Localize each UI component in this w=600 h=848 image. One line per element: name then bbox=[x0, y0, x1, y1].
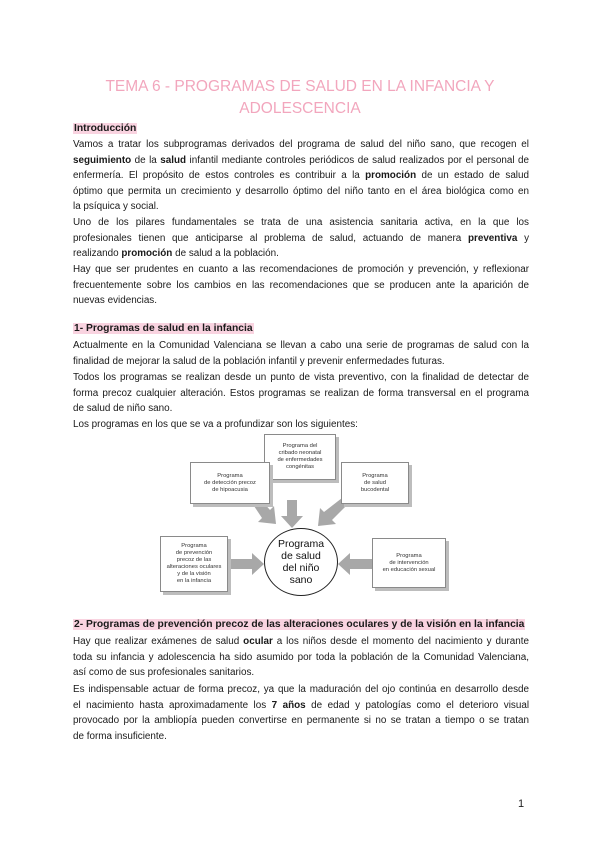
box-neonatal-screening: Programa del cribado neonatal de enfermedades congénitas bbox=[264, 434, 336, 480]
arrow-from-top bbox=[281, 500, 303, 528]
section-1-heading: 1- Programas de salud en la infancia bbox=[74, 323, 253, 334]
intro-heading: Introducción bbox=[74, 123, 137, 134]
document-title bbox=[60, 76, 540, 120]
intro-paragraph-1: Vamos a tratar los subprogramas derivados del programa de salud del niño sano, que recogen el seguimiento de la salud infantil mediante controles periódicos de salud realizados por el personal de enfermería. El propósito de estos controles es contribuir a la promoción de un estado de salud óptimo que permita un crecimiento y desarrollo óptimo del niño tanto en el área biológica como en la psíquica y social. bbox=[73, 139, 529, 213]
title-line-2: ADOLESCENCIA bbox=[239, 100, 361, 117]
section-2-paragraph-1: Hay que realizar exámenes de salud ocular a los niños desde el momento del nacimiento y durante toda su infancia y adolescencia ha sido asumido por toda la población de la Comunidad Valenciana, así como de sus profesionales sanitarios. bbox=[73, 636, 529, 679]
box-ocular-prevention: Programa de prevención precoz de las alteraciones oculares y de la visión en la infancia bbox=[160, 536, 228, 592]
intro-paragraph-2: Uno de los pilares fundamentales se trata de una asistencia sanitaria activa, en la que los profesionales tienen que anticiparse al problema de salud, actuando de manera preventiva y realizando promoción de salud a la población. bbox=[73, 217, 530, 260]
section-1-paragraph-1: Actualmente en la Comunidad Valenciana se llevan a cabo una serie de programas de salud con la finalidad de mejorar la salud de la población infantil y prevenir enfermedades futuras. bbox=[73, 340, 529, 367]
box-sex-education: Programa de intervención en educación sexual bbox=[372, 538, 446, 588]
page-number: 1 bbox=[518, 798, 525, 810]
arrow-from-lower-left bbox=[230, 553, 264, 575]
box-oral-health: Programa de salud bucodental bbox=[341, 462, 409, 504]
section-2-heading: 2- Programas de prevención precoz de las alteraciones oculares y de la visión en la infancia bbox=[74, 619, 525, 630]
box-hearing-loss: Programa de detección precoz de hipoacusia bbox=[190, 462, 270, 504]
intro-paragraph-3: Hay que ser prudentes en cuanto a las recomendaciones de promoción y prevención, y reflexionar frecuentemente sobre los cambios en las recomendaciones que se producen ante la aparición de nuevas evidencias. bbox=[73, 264, 529, 307]
programs-diagram bbox=[160, 432, 450, 612]
section-1-paragraph-2: Todos los programas se realizan desde un punto de vista preventivo, con la finalidad de detectar de forma precoz cualquier alteración. Estos programas se realizan de forma transversal en el programa de salud de niño sano. bbox=[73, 372, 529, 415]
center-circle-healthy-child: Programa de salud del niño sano bbox=[264, 528, 338, 596]
section-1-paragraph-3: Los programas en los que se va a profundizar son los siguientes: bbox=[73, 419, 358, 430]
arrow-from-lower-right bbox=[338, 553, 372, 575]
section-2-paragraph-2: Es indispensable actuar de forma precoz, ya que la maduración del ojo continúa en desarrollo desde el nacimiento hasta aproximadamente los 7 años de edad y patologías como el deterioro visual provocado por la ambliopía pueden convertirse en permanente si no se tratan a tiempo o se tratan de forma insuficiente. bbox=[73, 684, 530, 742]
title-line-1: TEMA 6 - PROGRAMAS DE SALUD EN LA INFANCIA Y bbox=[105, 78, 495, 95]
